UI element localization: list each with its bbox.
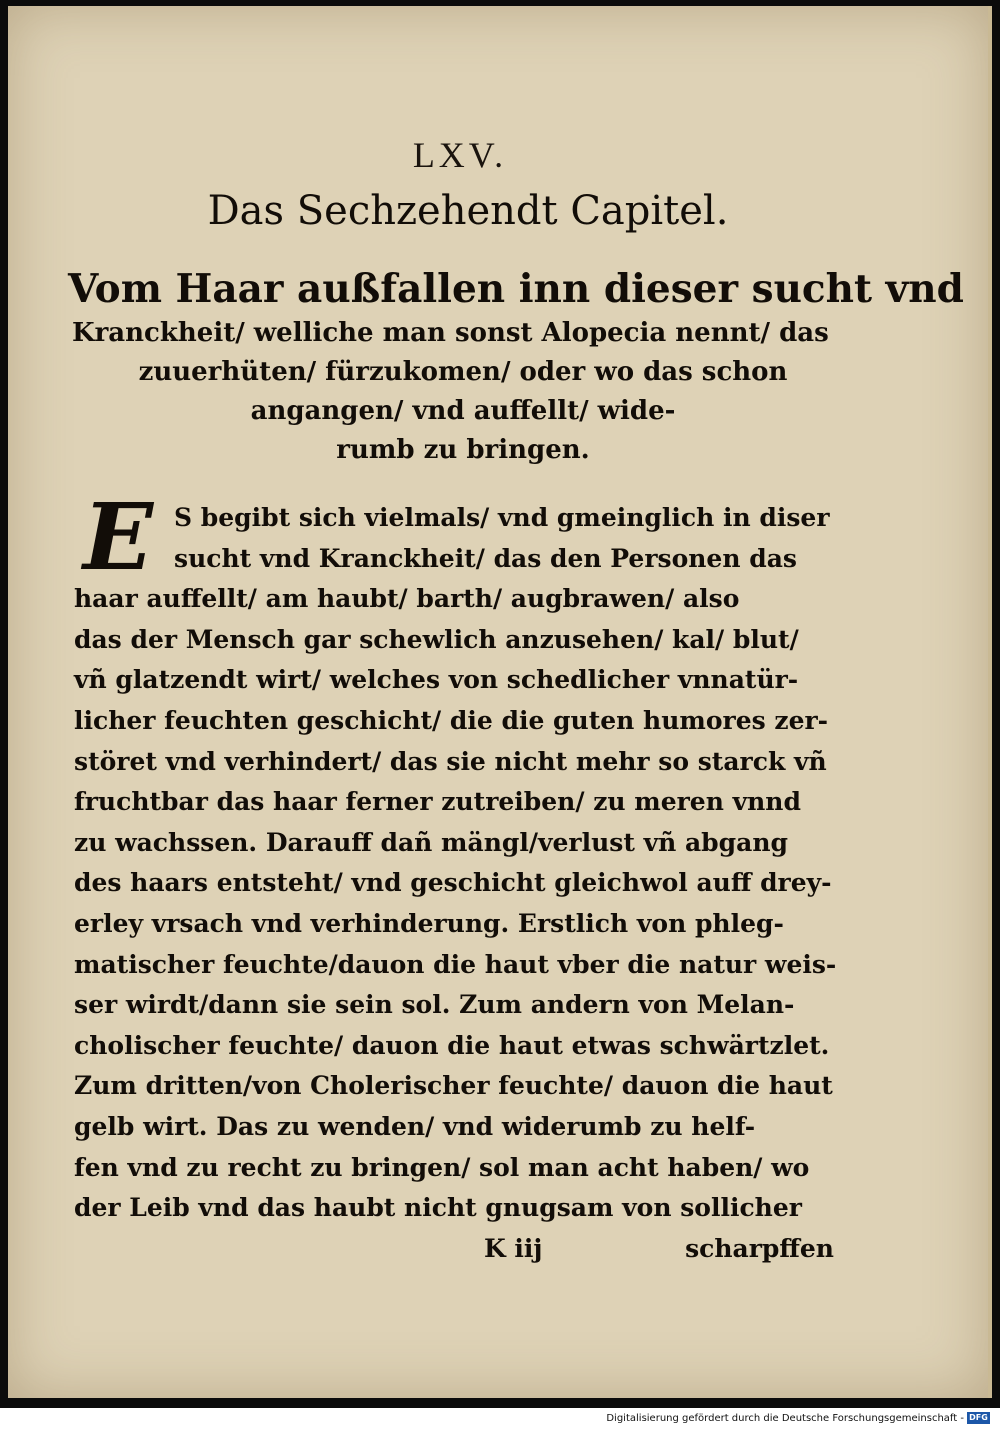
body-line: der Leib vnd das haubt nicht gnugsam von sollicher (74, 1193, 802, 1223)
signature-mark: K iij (484, 1234, 543, 1263)
body-line: S begibt sich vielmals/ vnd gmeinglich in diser (174, 503, 830, 532)
body-line: licher feuchten geschicht/ die die guten humores zer- (74, 705, 829, 735)
heading-line: zuuerhüten/ fürzukomen/ oder wo das schon (138, 357, 788, 387)
page-number: LXV. (412, 135, 508, 175)
body-line: erley vrsach vnd verhinderung. Erstlich von phleg- (74, 908, 784, 938)
body-line: das der Mensch gar schewlich anzusehen/ kal/ blut/ (74, 624, 799, 654)
heading-line: rumb zu bringen. (336, 435, 590, 465)
heading-line: angangen/ vnd auffellt/ wide- (250, 396, 676, 426)
digitization-credit: Digitalisierung gefördert durch die Deutsche Forschungsgemeinschaft - (606, 1413, 964, 1424)
page-catchline (74, 1234, 834, 1274)
body-line: gelb wirt. Das zu wenden/ vnd widerumb zu helf- (74, 1111, 756, 1141)
heading-line: Vom Haar außfallen inn dieser sucht vnd (68, 266, 964, 312)
body-line: fen vnd zu recht zu bringen/ sol man acht haben/ wo (74, 1152, 810, 1182)
chapter-title: Das Sechzehendt Capitel. (207, 188, 729, 234)
body-line: haar auffellt/ am haubt/ barth/ augbrawen/ also (74, 584, 740, 614)
body-line: des haars entsteht/ vnd geschicht gleichwol auff drey- (74, 868, 832, 898)
book-page (8, 6, 992, 1398)
body-line: matischer feuchte/dauon die haut vber die natur weis- (74, 949, 837, 979)
heading-line: Kranckheit/ welliche man sonst Alopecia nennt/ das (72, 318, 829, 348)
chapter-heading (68, 264, 964, 470)
catchword: scharpffen (685, 1234, 834, 1263)
body-line: störet vnd verhindert/ das sie nicht mehr so starck vñ (74, 746, 827, 776)
body-line: cholischer feuchte/ dauon die haut etwas schwärtzlet. (74, 1030, 830, 1060)
body-text (74, 498, 854, 1229)
body-line: Zum dritten/von Cholerischer feuchte/ dauon die haut (74, 1071, 833, 1101)
drop-cap-initial: E (82, 483, 154, 591)
body-line: sucht vnd Kranckheit/ das den Personen das (174, 543, 797, 573)
body-line: ser wirdt/dann sie sein sol. Zum andern von Melan- (74, 990, 795, 1020)
body-line: fruchtbar das haar ferner zutreiben/ zu meren vnnd (74, 787, 801, 817)
body-line: vñ glatzendt wirt/ welches von schedlicher vnnatür- (74, 665, 799, 695)
body-line: zu wachssen. Darauff dañ mängl/verlust vñ abgang (74, 827, 789, 857)
dfg-logo: DFG (967, 1412, 990, 1424)
